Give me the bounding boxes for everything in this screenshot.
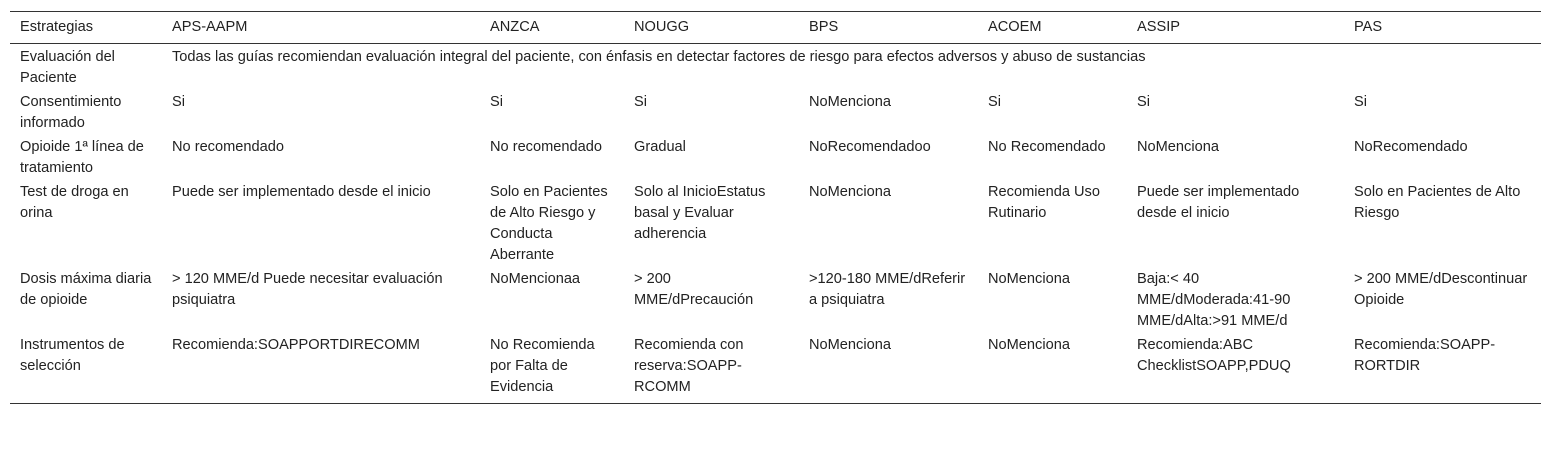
row-label: Opioide 1ª línea de tratamiento — [20, 139, 144, 176]
table-cell: Solo al InicioEstatus basal y Evaluar adherencia — [634, 184, 766, 242]
header-bps: BPS — [809, 19, 839, 35]
table-cell: NoMenciona — [809, 184, 891, 200]
table-cell: Recomienda:SOAPP-RORTDIR — [1354, 337, 1496, 374]
table-cell: Si — [172, 94, 185, 110]
header-nougg: NOUGG — [634, 19, 690, 35]
guidelines-comparison-table — [10, 11, 1541, 404]
table-row — [10, 89, 1541, 134]
row-label: Evaluación del Paciente — [20, 49, 115, 86]
row-label: Consentimiento informado — [20, 94, 122, 131]
row-label: Dosis máxima diaria de opioide — [20, 271, 152, 308]
table-cell: > 120 MME/d Puede necesitar evaluación psiquiatra — [172, 271, 443, 308]
guidelines-table-container — [10, 11, 1541, 404]
table-cell: > 200 MME/dPrecaución — [634, 271, 754, 308]
table-cell: Recomienda:SOAPPORTDIRECOMM — [172, 337, 420, 353]
table-cell: Recomienda con reserva:SOAPP-RCOMM — [634, 337, 744, 395]
header-pas: PAS — [1354, 19, 1383, 35]
table-cell: Puede ser implementado desde el inicio — [1137, 184, 1300, 221]
table-row — [10, 44, 1541, 90]
table-cell: Baja:< 40 MME/dModerada:41-90 MME/dAlta:>91 MME/d — [1137, 271, 1291, 329]
table-cell: Solo en Pacientes de Alto Riesgo — [1354, 184, 1521, 221]
table-header-row — [10, 12, 1541, 44]
table-cell: Si — [988, 94, 1001, 110]
table-cell: Recomienda Uso Rutinario — [988, 184, 1100, 221]
table-row — [10, 134, 1541, 179]
table-cell: No Recomienda por Falta de Evidencia — [490, 337, 595, 395]
table-row — [10, 179, 1541, 266]
spanning-cell: Todas las guías recomiendan evaluación integral del paciente, con énfasis en detectar factores de riesgo para efectos adversos y abuso de sustancias — [172, 49, 1146, 65]
table-cell: No Recomendado — [988, 139, 1106, 155]
table-cell: No recomendado — [172, 139, 284, 155]
table-cell: Gradual — [634, 139, 686, 155]
table-cell: Si — [1137, 94, 1150, 110]
table-cell: NoRecomendado — [1354, 139, 1468, 155]
table-cell: NoMenciona — [809, 94, 891, 110]
table-cell: Puede ser implementado desde el inicio — [172, 184, 431, 200]
header-anzca: ANZCA — [490, 19, 540, 35]
table-cell: NoMenciona — [1137, 139, 1219, 155]
table-cell: Recomienda:ABC ChecklistSOAPP,PDUQ — [1137, 337, 1291, 374]
header-acoem: ACOEM — [988, 19, 1042, 35]
table-row — [10, 332, 1541, 404]
table-cell: >120-180 MME/dReferir a psiquiatra — [809, 271, 966, 308]
table-cell: NoMenciona — [809, 337, 891, 353]
row-label: Test de droga en orina — [20, 184, 129, 221]
table-cell: Si — [490, 94, 503, 110]
row-label: Instrumentos de selección — [20, 337, 125, 374]
table-cell: NoMenciona — [988, 271, 1070, 287]
table-cell: Solo en Pacientes de Alto Riesgo y Conducta Aberrante — [490, 184, 608, 263]
header-estrategias: Estrategias — [20, 19, 94, 35]
table-cell: Si — [1354, 94, 1367, 110]
table-cell: NoMencionaa — [490, 271, 581, 287]
table-cell: NoRecomendadoo — [809, 139, 931, 155]
table-cell: NoMenciona — [988, 337, 1070, 353]
table-cell: > 200 MME/dDescontinuar Opioide — [1354, 271, 1528, 308]
header-assip: ASSIP — [1137, 19, 1180, 35]
table-cell: No recomendado — [490, 139, 602, 155]
table-cell: Si — [634, 94, 647, 110]
header-aps-aapm: APS-AAPM — [172, 19, 248, 35]
table-row — [10, 266, 1541, 332]
